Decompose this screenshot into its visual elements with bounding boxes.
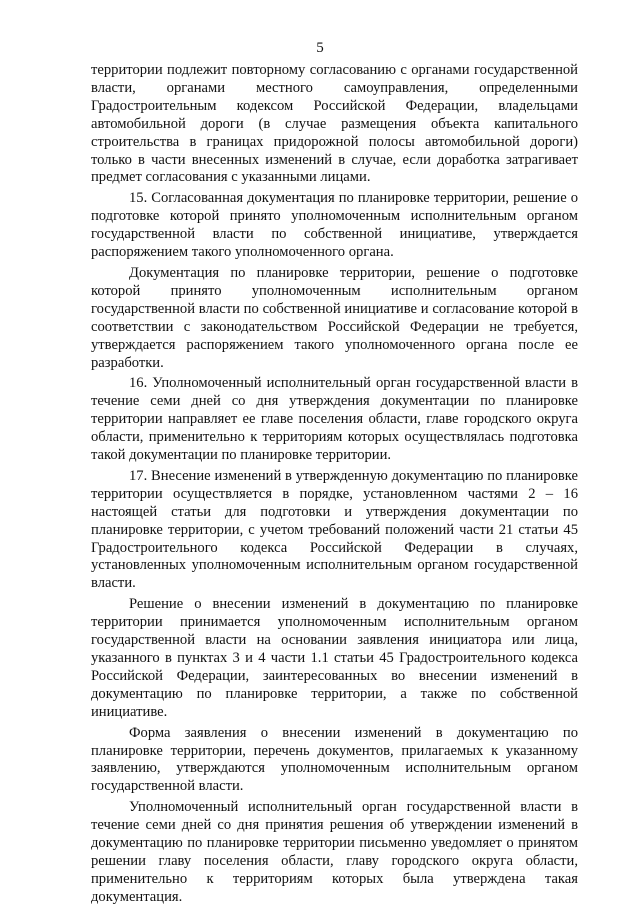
page-number: 5 bbox=[316, 40, 324, 56]
paragraph-item-15: 15. Согласованная документация по планировке территории, решение о подготовке которой принято уполномоченным исполнительным органом государственной власти по собственной инициативе, утверждается распоряжением такого уполномоченного органа. bbox=[91, 190, 578, 261]
paragraph-item-17-notification: Уполномоченный исполнительный орган государственной власти в течение семи дней со дня принятия решения об утверждении изменений в документацию по планировке территории письменно уведомляет о принятом решении главу поселения области, главу городского округа области, применительно к территориям которых была утверждена такая документация. bbox=[91, 799, 578, 905]
paragraph-item-15-continued: Документация по планировке территории, решение о подготовке которой принято уполномоченным исполнительным органом государственной власти по собственной инициативе и согласование которой в соответствии с законодательством Российской Федерации не требуется, утверждается распоряжением такого уполномоченного органа после ее разработки. bbox=[91, 264, 578, 371]
paragraph-item-16: 16. Уполномоченный исполнительный орган государственной власти в течение семи дней со дня утверждения документации по планировке территории направляет ее главе поселения области, главе городского округа области, применительно к территориям которых осуществлялась подготовка такой документации по планировке территории. bbox=[91, 375, 578, 464]
paragraph-item-17-decision: Решение о внесении изменений в документацию по планировке территории принимается уполномоченным исполнительным органом государственной власти на основании заявления инициатора или лица, указанного в пунктах 3 и 4 части 1.1 статьи 45 Градостроительного кодекса Российской Федерации, заинтересованных во внесении изменений в документацию по планировке территории, а также по собственной инициативе. bbox=[91, 596, 578, 720]
document-body bbox=[91, 62, 578, 907]
paragraph-continuation: территории подлежит повторному согласованию с органами государственной власти, органами местного самоуправления, определенными Градостроительным кодексом Российской Федерации, владельцами автомобильной дороги (в случае размещения объекта капитального строительства в границах придорожной полосы автомобильной дороги) только в части внесенных изменений в случае, если доработка затрагивает предмет согласования с указанными лицами. bbox=[91, 62, 578, 186]
paragraph-item-17: 17. Внесение изменений в утвержденную документацию по планировке территории осуществляется в порядке, установленном частями 2 – 16 настоящей статьи для подготовки и утверждения документации по планировке территории, с учетом требований положений части 21 статьи 45 Градостроительного кодекса Российской Федерации в случаях, установленных уполномоченным исполнительным органом государственной власти. bbox=[91, 467, 578, 592]
paragraph-item-17-form: Форма заявления о внесении изменений в документацию по планировке территории, перечень документов, прилагаемых к указанному заявлению, утверждаются уполномоченным исполнительным органом государственной власти. bbox=[91, 724, 578, 795]
